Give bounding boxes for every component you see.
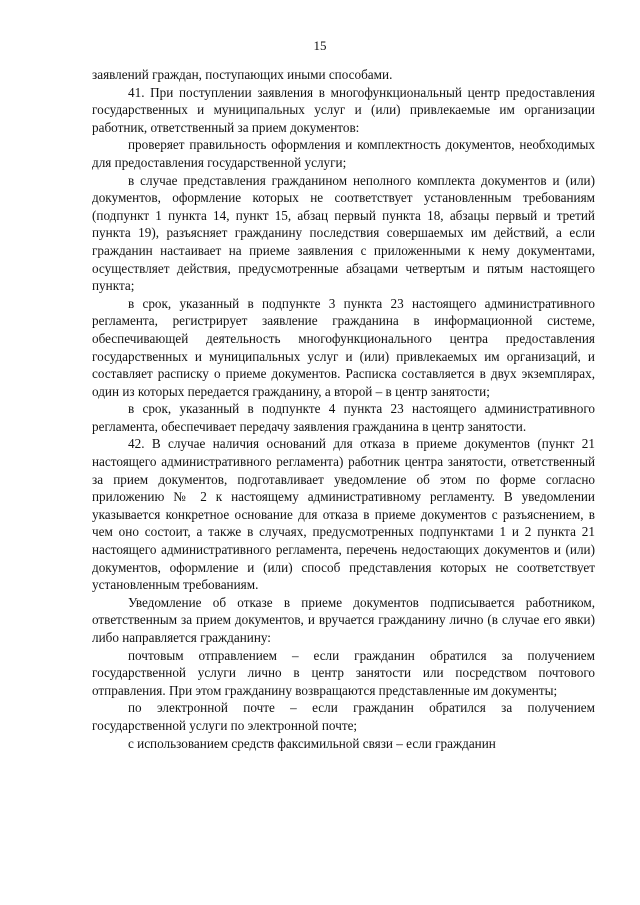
paragraph-check-documents: проверяет правильность оформления и комплектность документов, необходимых для предоставления государственной услуги; [92, 137, 595, 170]
paragraph-by-fax: с использованием средств факсимильной связи – если гражданин [128, 735, 496, 751]
paragraph-by-email: по электронной почте – если гражданин обратился за получением государственной услуги по электронной почте; [92, 700, 595, 733]
paragraph-incomplete-documents: в случае представления гражданином неполного комплекта документов и (или) документов, оформление которых не соответствует установленным требованиям (подпункт 1 пункта 14, пункт 15, абзац первый пункта 18, абзацы первый и третий пункта 19), разъясняет гражданину последствия совершаемых им действий, а если гражданин настаивает на приеме заявления с приложенными к нему документами, осуществляет действия, предусмотренные абзацами четвертым и пятым настоящего пункта; [92, 172, 595, 294]
paragraph-by-mail: почтовым отправлением – если гражданин обратился за получением государственной услуги лично в центр занятости или посредством почтового отправления. При этом гражданину возвращаются представленные им документы; [92, 647, 595, 698]
paragraph-item-41: 41. При поступлении заявления в многофункциональный центр предоставления государственных и муниципальных услуг и (или) привлекаемые им организации работник, ответственный за прием документов: [92, 84, 595, 135]
paragraph-item-42: 42. В случае наличия оснований для отказа в приеме документов (пункт 21 настоящего административного регламента) работник центра занятости, ответственный за прием документов, подготавливает уведомление об этом по форме согласно приложению № 2 к настоящему административному регламенту. В уведомлении указывается конкретное основание для отказа в приеме документов с разъяснением, в чем оно состоит, а также в случаях, предусмотренных подпунктами 1 и 2 пункта 21 настоящего административного регламента, перечень недостающих документов и (или) документов, оформление и (или) способ представления которых не соответствует установленным требованиям. [92, 436, 595, 593]
document-body [92, 66, 595, 752]
paragraph-refusal-notice: Уведомление об отказе в приеме документов подписывается работником, ответственным за прием документов, и вручается гражданину лично (в случае его явки) либо направляется гражданину: [92, 594, 595, 645]
paragraph-transfer-application: в срок, указанный в подпункте 4 пункта 23 настоящего административного регламента, обеспечивает передачу заявления гражданина в центр занятости. [92, 401, 595, 434]
paragraph-continuation: заявлений граждан, поступающих иными способами. [92, 67, 393, 82]
page-number: 15 [313, 38, 327, 53]
paragraph-register-application: в срок, указанный в подпункте 3 пункта 23 настоящего административного регламента, регистрирует заявление гражданина в информационной системе, обеспечивающей деятельность многофункционального центра предоставления государственных и муниципальных услуг и (или) привлекаемых им организаций, и составляет расписку о приеме документов. Расписка составляется в двух экземплярах, один из которых передается гражданину, а второй – в центр занятости; [92, 295, 595, 399]
